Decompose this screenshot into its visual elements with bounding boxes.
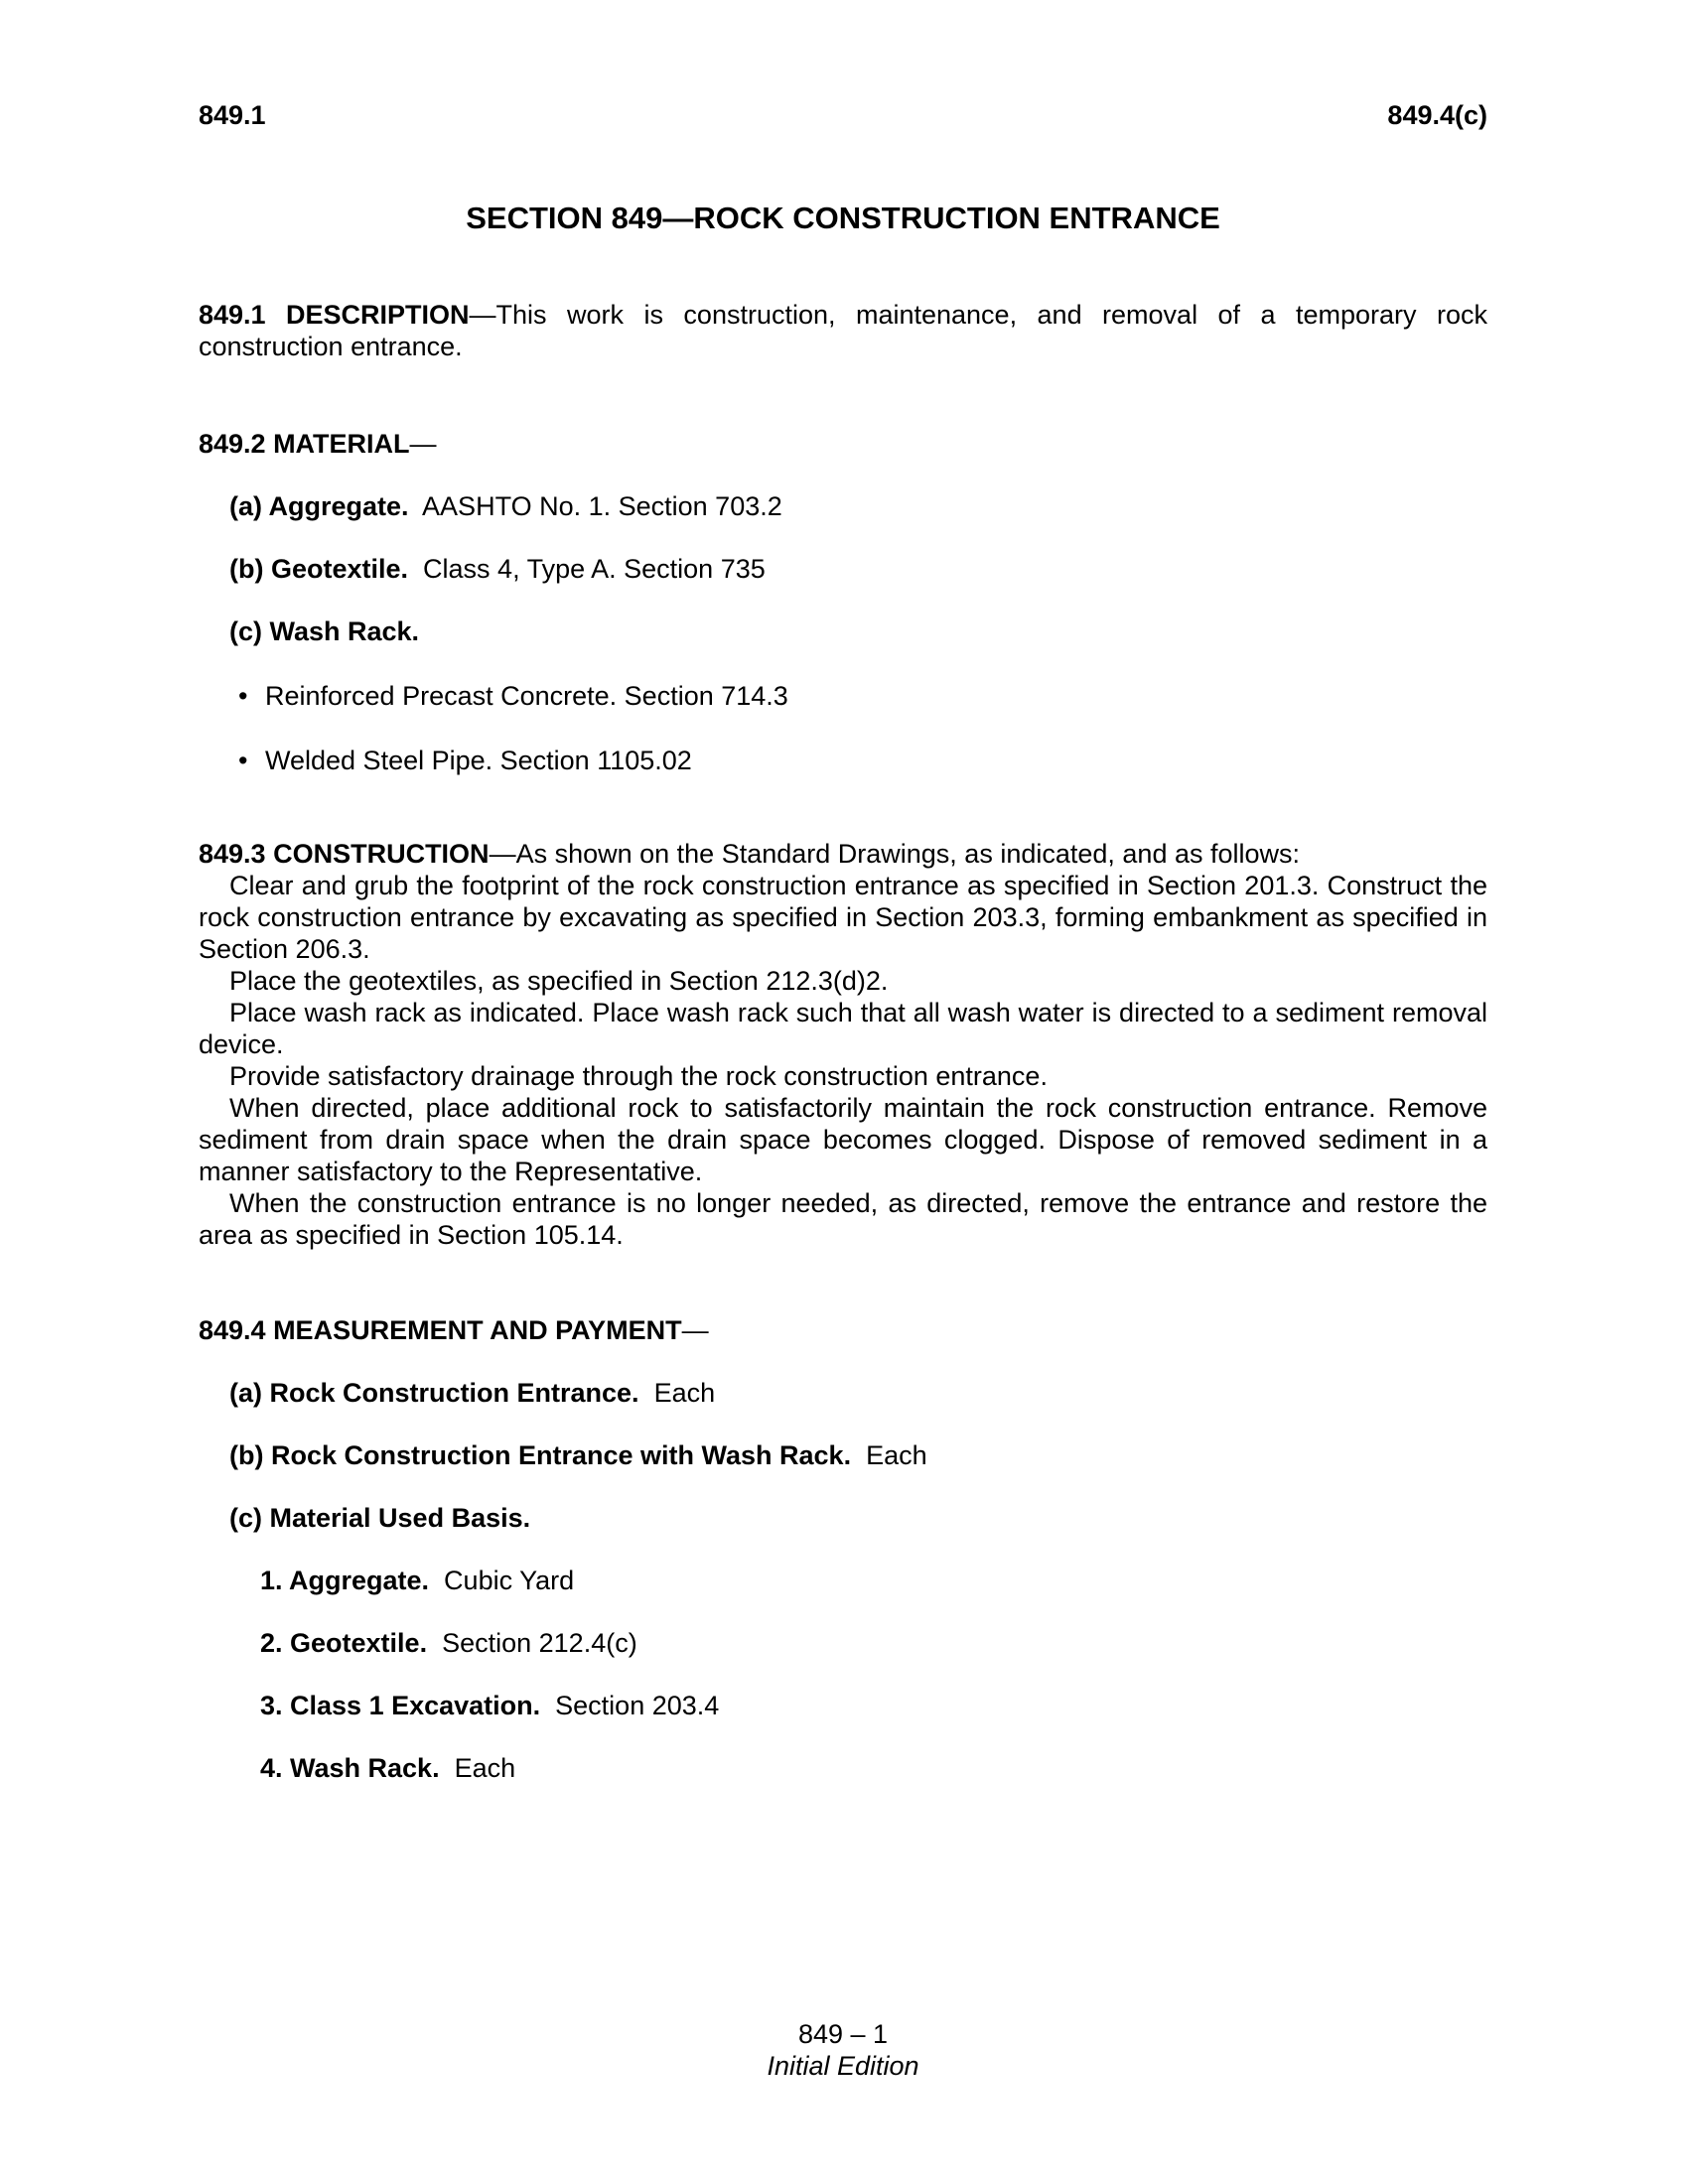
construction-heading: 849.3 CONSTRUCTION xyxy=(199,839,490,869)
payment-subitem-1-label: 1. Aggregate. xyxy=(260,1566,430,1595)
payment-item-b-label: (b) Rock Construction Entrance with Wash Rack. xyxy=(229,1440,852,1470)
payment-item-c xyxy=(199,1502,1518,1534)
construction-paragraph-4: Provide satisfactory drainage through the rock construction entrance. xyxy=(229,1061,1048,1091)
material-item-b xyxy=(199,553,1518,585)
construction-lead: —As shown on the Standard Drawings, as indicated, and as follows: xyxy=(489,839,1301,869)
construction-paragraph-6: When the construction entrance is no longer needed, as directed, remove the entrance and restore the area as specified in Section 105.14. xyxy=(199,1188,1487,1250)
construction-paragraph-3: Place wash rack as indicated. Place wash rack such that all wash water is directed to a sediment removal device. xyxy=(199,998,1487,1059)
payment-subitem-1-text: Cubic Yard xyxy=(429,1566,575,1595)
material-item-a xyxy=(199,490,1518,522)
running-header xyxy=(199,99,1487,131)
payment-subitem-4 xyxy=(199,1752,1549,1784)
payment-item-b-text: Each xyxy=(851,1440,927,1470)
construction-paragraph-2: Place the geotextiles, as specified in Section 212.3(d)2. xyxy=(229,966,889,996)
payment-subitem-2-label: 2. Geotextile. xyxy=(260,1628,428,1658)
page-footer xyxy=(199,2018,1487,2082)
material-bullet-2 xyxy=(238,745,692,776)
description-heading: 849.1 DESCRIPTION xyxy=(199,300,470,330)
construction-paragraph-5: When directed, place additional rock to satisfactorily maintain the rock construction entrance. Remove sediment from drain space when the drain space becomes clogged. Dispose of removed sediment in a manner satisfactory to the Representative. xyxy=(199,1093,1487,1186)
section-description xyxy=(199,299,1487,362)
payment-heading: 849.4 MEASUREMENT AND PAYMENT xyxy=(199,1315,682,1345)
construction-paragraph-1: Clear and grub the footprint of the rock construction entrance as specified in Section 201.3. Construct the rock construction entrance by excavating as specified in Section 203.3, forming embankment as specified in Section 206.3. xyxy=(199,871,1487,964)
payment-subitem-1 xyxy=(199,1565,1549,1596)
material-item-a-text: AASHTO No. 1. Section 703.2 xyxy=(408,491,782,521)
payment-item-c-label: (c) Material Used Basis. xyxy=(229,1503,531,1533)
material-item-c xyxy=(199,615,1518,647)
payment-dash: — xyxy=(681,1315,709,1345)
construction-lead-line xyxy=(199,838,1487,870)
bullet-1-marker: • xyxy=(238,681,248,711)
bullet-1-text: Reinforced Precast Concrete. Section 714.3 xyxy=(265,681,788,711)
material-item-b-label: (b) Geotextile. xyxy=(229,554,409,584)
payment-subitem-4-label: 4. Wash Rack. xyxy=(260,1753,440,1783)
header-right: 849.4(c) xyxy=(1387,100,1487,130)
payment-item-a xyxy=(199,1377,1518,1409)
bullet-2-text: Welded Steel Pipe. Section 1105.02 xyxy=(265,746,692,775)
payment-subitem-3 xyxy=(199,1690,1549,1721)
payment-subitem-3-text: Section 203.4 xyxy=(540,1691,720,1720)
payment-heading-line xyxy=(199,1314,1487,1346)
payment-subitem-3-label: 3. Class 1 Excavation. xyxy=(260,1691,541,1720)
material-item-a-label: (a) Aggregate. xyxy=(229,491,409,521)
material-heading: 849.2 MATERIAL xyxy=(199,429,410,459)
material-dash: — xyxy=(409,429,437,459)
description-text: —This work is construction, maintenance, and removal of a temporary rock construction entrance. xyxy=(199,300,1487,361)
material-item-b-text: Class 4, Type A. Section 735 xyxy=(408,554,766,584)
bullet-2-marker: • xyxy=(238,746,248,775)
material-bullet-1 xyxy=(238,680,788,712)
header-left: 849.1 xyxy=(199,100,266,130)
section-construction xyxy=(199,838,1487,1251)
payment-item-a-label: (a) Rock Construction Entrance. xyxy=(229,1378,639,1408)
payment-subitem-2-text: Section 212.4(c) xyxy=(427,1628,637,1658)
page-number: 849 – 1 xyxy=(797,2019,889,2049)
material-heading-line xyxy=(199,428,1487,460)
material-item-c-label: (c) Wash Rack. xyxy=(229,616,420,646)
edition-label: Initial Edition xyxy=(767,2051,919,2081)
payment-subitem-2 xyxy=(199,1627,1549,1659)
payment-item-a-text: Each xyxy=(638,1378,716,1408)
page-title: SECTION 849—ROCK CONSTRUCTION ENTRANCE xyxy=(466,201,1220,235)
payment-subitem-4-text: Each xyxy=(439,1753,516,1783)
payment-item-b xyxy=(199,1439,1518,1471)
